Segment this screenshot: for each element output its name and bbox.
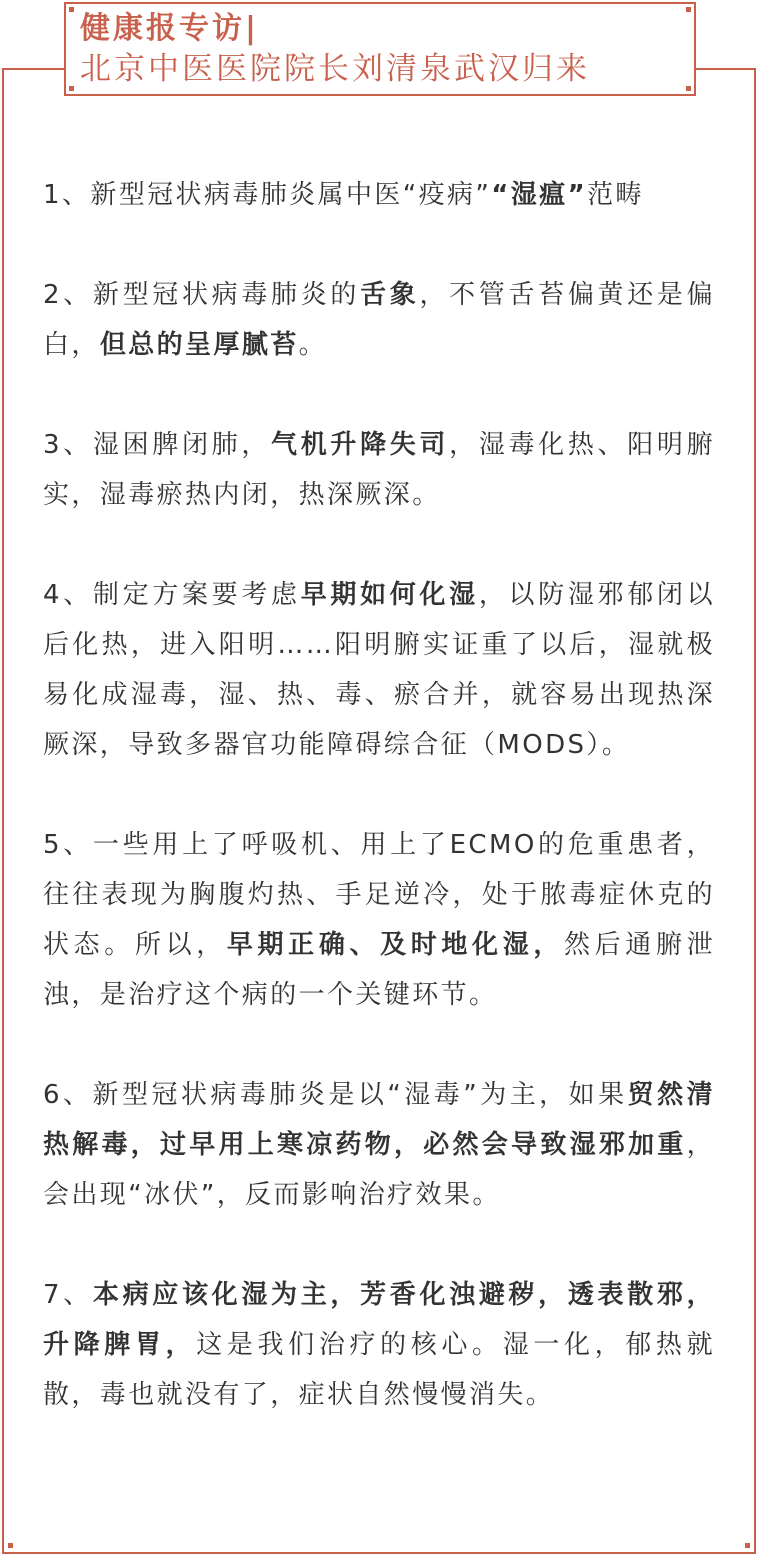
emphasis-text: 早期如何化湿 — [300, 580, 479, 610]
body-text: ，不管舌苔偏黄还是偏白， — [43, 280, 715, 360]
body-text: 5、一些用上了呼吸机、用上了ECMO的危重患者，往往表现为胸腹灼热、手足逆冷，处于脓毒症休克的状态。所以， — [43, 830, 715, 960]
body-text: 然后通腑泄浊，是治疗这个病的一个关键环节。 — [43, 930, 715, 1010]
body-text: ，会出现“冰伏”，反而影响治疗效果。 — [43, 1130, 715, 1210]
point-5 — [43, 820, 715, 1020]
emphasis-text: 舌象 — [360, 280, 420, 310]
emphasis-text: “湿瘟” — [491, 180, 588, 210]
body-text: 1、新型冠状病毒肺炎属中医“疫病” — [43, 180, 492, 210]
body-text: 6、新型冠状病毒肺炎是以“湿毒”为主，如果 — [43, 1080, 628, 1110]
corner-dot-top-right — [686, 7, 691, 12]
body-text: 2、新型冠状病毒肺炎的 — [43, 280, 361, 310]
header-title: 健康报专访| — [80, 11, 259, 46]
body-text: ，湿毒化热、阳明腑实，湿毒瘀热内闭，热深厥深。 — [43, 430, 715, 510]
point-6 — [43, 1070, 715, 1220]
emphasis-text: 气机升降失司 — [271, 430, 450, 460]
corner-dot-bottom-left — [8, 1543, 13, 1548]
body-text: 这是我们治疗的核心。湿一化，郁热就散，毒也就没有了，症状自然慢慢消失。 — [43, 1330, 715, 1410]
header-box — [64, 2, 696, 96]
body-text: ，以防湿邪郁闭以后化热，进入阳明……阳明腑实证重了以后，湿就极易化成湿毒，湿、热、毒、瘀合并，就容易出现热深厥深，导致多器官功能障碍综合征（MODS）。 — [43, 580, 715, 760]
emphasis-text: 贸然清热解毒，过早用上寒凉药物，必然会导致湿邪加重 — [43, 1080, 715, 1160]
point-1 — [43, 170, 715, 220]
body-text: 7、 — [43, 1280, 93, 1310]
emphasis-text: 但总的呈厚腻苔 — [99, 330, 299, 360]
point-7 — [43, 1270, 715, 1420]
body-text: 3、湿困脾闭肺， — [43, 430, 272, 460]
point-3 — [43, 420, 715, 520]
emphasis-text: 本病应该化湿为主，芳香化浊避秽，透表散邪，升降脾胃， — [43, 1280, 716, 1360]
body-text: 。 — [298, 330, 328, 360]
corner-dot-top-left — [69, 7, 74, 12]
body-text: 范畴 — [587, 180, 644, 210]
corner-dot-bottom-right — [745, 1543, 750, 1548]
point-2 — [43, 270, 715, 370]
point-4 — [43, 570, 715, 770]
emphasis-text: 早期正确、及时地化湿， — [226, 930, 564, 960]
corner-dot-header-bottom-right — [686, 86, 691, 91]
header-subtitle: 北京中医医院院长刘清泉武汉归来 — [80, 51, 590, 87]
body-text: 4、制定方案要考虑 — [43, 580, 301, 610]
article-content — [43, 170, 715, 1470]
corner-dot-header-bottom-left — [69, 86, 74, 91]
